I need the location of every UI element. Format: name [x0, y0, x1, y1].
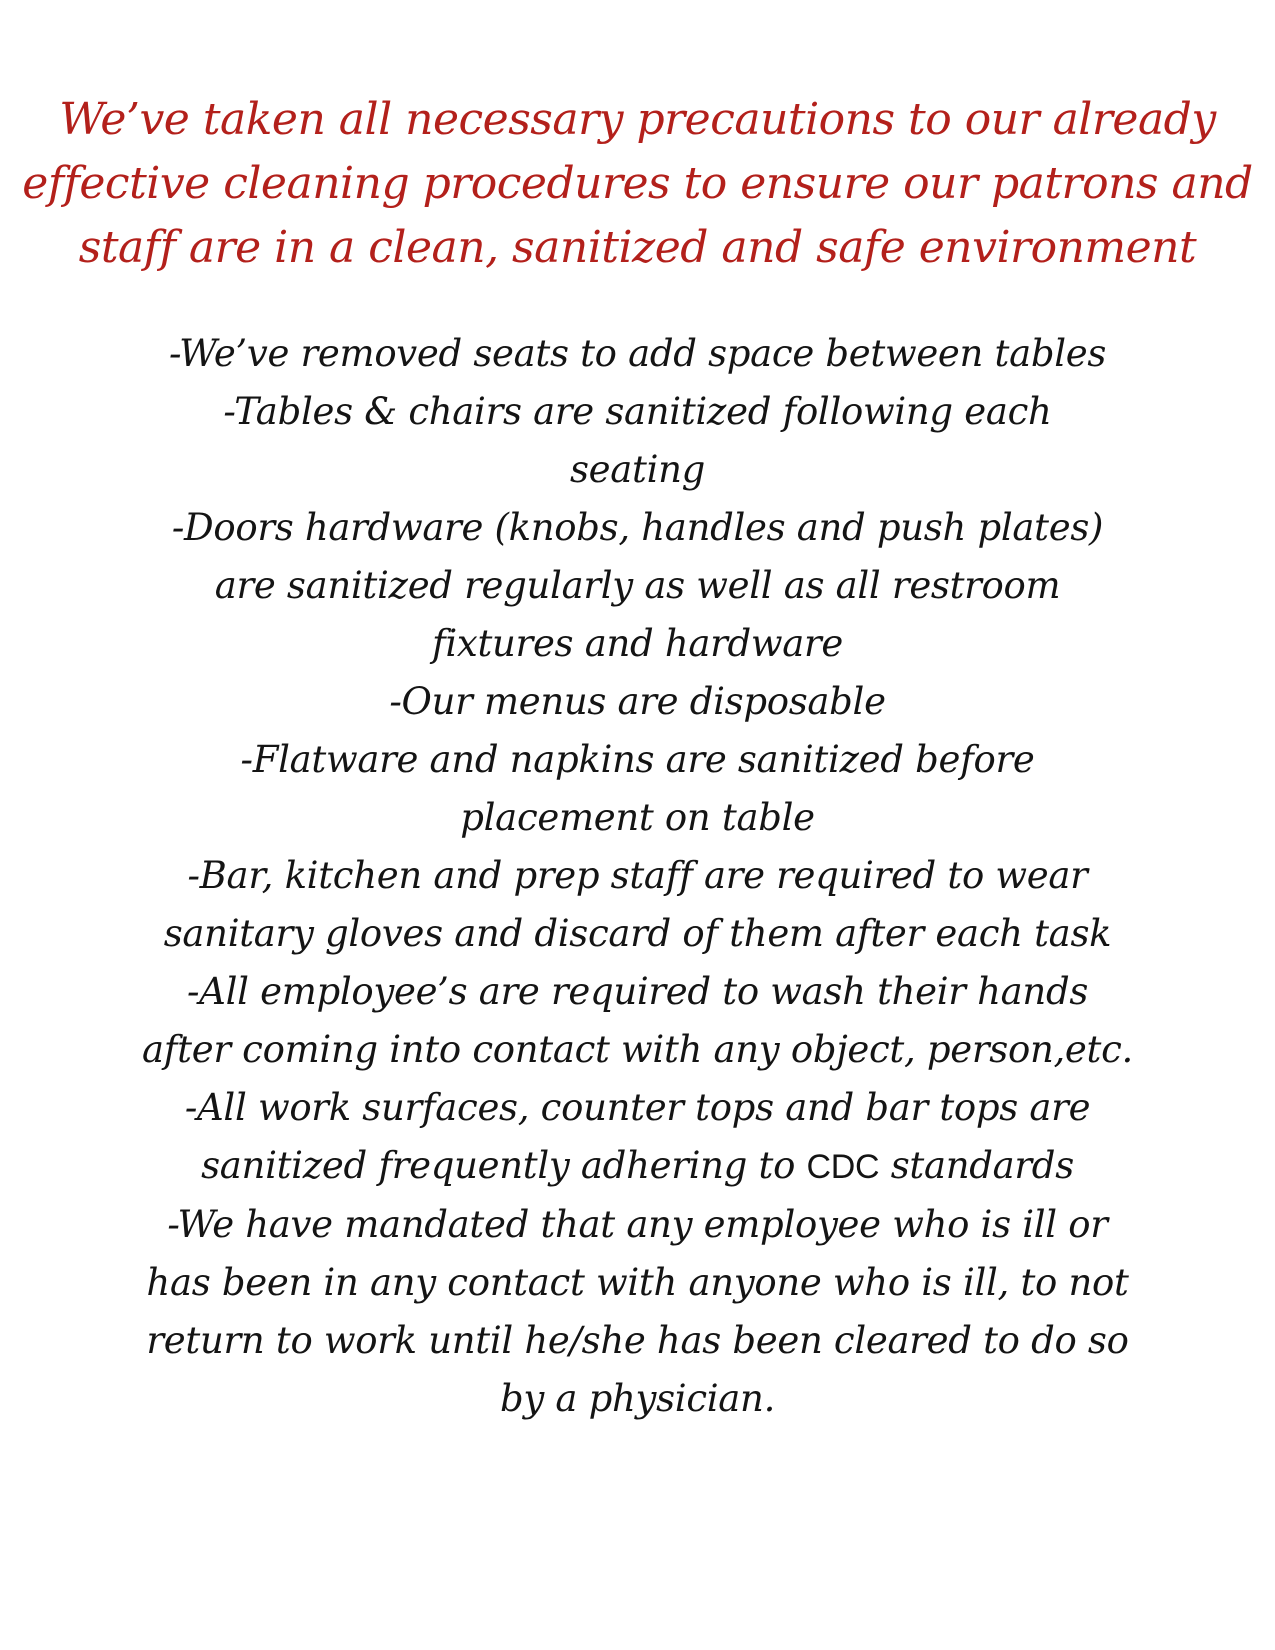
measure-line: -We’ve removed seats to add space between tables	[168, 332, 1107, 375]
headline	[20, 88, 1255, 280]
measure-line: -Tables & chairs are sanitized following each	[223, 390, 1052, 433]
measure-line: -All work surfaces, counter tops and bar tops are	[184, 1086, 1091, 1129]
measure-line: placement on table	[460, 796, 815, 839]
measure-line: -All employee’s are required to wash their hands	[186, 970, 1089, 1013]
measure-line: after coming into contact with any object, person,etc.	[142, 1028, 1133, 1071]
measure-line: -Doors hardware (knobs, handles and push plates)	[171, 506, 1104, 549]
measure-line: -We have mandated that any employee who is ill or	[167, 1203, 1108, 1246]
cdc-acronym: CDC	[806, 1148, 880, 1186]
measure-line: fixtures and hardware	[431, 622, 844, 665]
measure-line: seating	[569, 448, 706, 491]
measure-line: has been in any contact with anyone who is ill, to not	[146, 1261, 1129, 1304]
measure-line: -Flatware and napkins are sanitized before	[240, 738, 1035, 781]
headline-line: effective cleaning procedures to ensure our patrons and	[22, 158, 1253, 209]
measure-line: return to work until he/she has been cleared to do so	[146, 1319, 1129, 1362]
measure-line: are sanitized regularly as well as all restroom	[214, 564, 1061, 607]
measure-line: -Bar, kitchen and prep staff are required to wear	[187, 854, 1088, 897]
headline-line: We’ve taken all necessary precautions to our already	[59, 94, 1216, 145]
measure-line: -Our menus are disposable	[389, 680, 886, 723]
cdc-line-before: sanitized frequently adhering to	[201, 1144, 807, 1187]
measure-line: by a physician.	[499, 1377, 776, 1420]
measure-line-cdc	[100, 1137, 1175, 1196]
headline-line: staff are in a clean, sanitized and safe environment	[78, 222, 1197, 273]
measure-line: sanitary gloves and discard of them after each task	[163, 912, 1112, 955]
cdc-line-after: standards	[879, 1144, 1074, 1187]
safety-measures-list	[100, 325, 1175, 1428]
